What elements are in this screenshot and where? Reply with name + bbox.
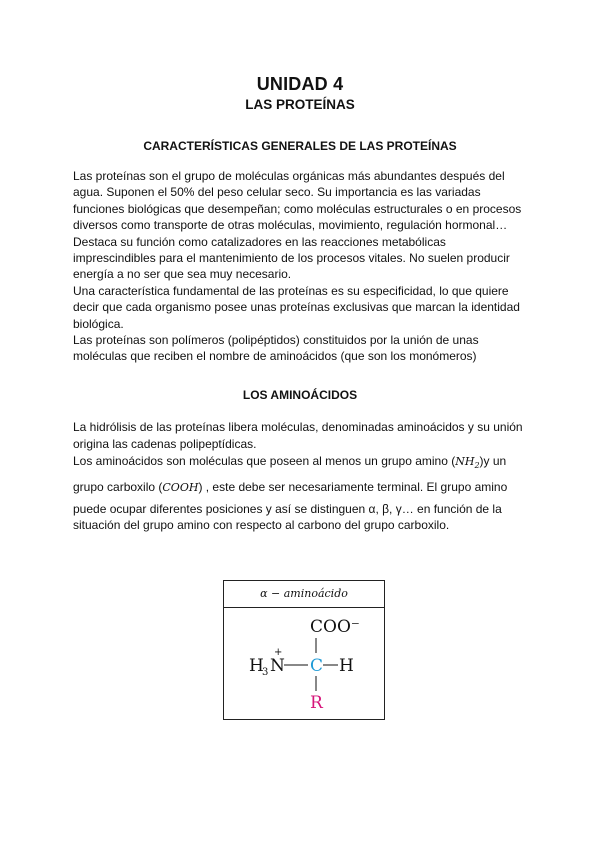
text-line: Las proteínas son el grupo de moléculas orgánicas más abundantes después del bbox=[73, 169, 505, 183]
cooh-formula: COOH bbox=[162, 480, 199, 494]
text-line: agua. Suponen el 50% del peso celular seco. Su importancia es las variadas bbox=[73, 185, 481, 200]
characteristics-text bbox=[73, 168, 535, 365]
text-line: funciones biológicas que desempeñan; como moléculas estructurales o en procesos bbox=[73, 201, 522, 216]
text-line: biológica. bbox=[73, 316, 124, 331]
text-line bbox=[73, 479, 535, 497]
aminoacids-text bbox=[73, 419, 535, 534]
amine-n: N bbox=[270, 656, 285, 676]
alpha-carbon: C bbox=[310, 656, 324, 676]
text-line: Una característica fundamental de las proteínas es su especificidad, lo que quiere bbox=[73, 283, 509, 298]
section-heading-aminoacids: LOS AMINOÁCIDOS bbox=[242, 388, 358, 402]
amine-h: H bbox=[249, 656, 264, 676]
amine-subscript: 3 bbox=[262, 667, 269, 678]
text-line: Las proteínas son polímeros (polipéptidos) constituidos por la unión de unas bbox=[73, 333, 479, 348]
positive-charge: + bbox=[274, 647, 283, 658]
text-line: diversos como transporte de otras moléculas, movimiento, regulación hormonal… bbox=[73, 218, 508, 233]
hydrogen: H bbox=[339, 656, 354, 676]
text-line: situación del grupo amino con respecto al carbono del grupo carboxilo. bbox=[73, 518, 450, 533]
carboxyl-group: COO⁻ bbox=[310, 617, 360, 637]
text-line: imprescindibles para el mantenimiento de los procesos vitales. No suelen producir bbox=[73, 251, 510, 266]
text-line bbox=[73, 453, 535, 475]
nh2-base: NH bbox=[455, 455, 475, 469]
text-line: moléculas que reciben el nombre de aminoácidos (que son los monómeros) bbox=[73, 349, 477, 364]
unit-subtitle: LAS PROTEÍNAS bbox=[245, 97, 355, 112]
text-line: puede ocupar diferentes posiciones y así se distinguen α, β, γ… en función de la bbox=[73, 501, 502, 516]
nh2-formula bbox=[455, 455, 480, 471]
nh2-subscript: 2 bbox=[474, 461, 480, 471]
aminoacid-structure-diagram bbox=[224, 607, 383, 719]
text-fragment: grupo carboxilo ( bbox=[73, 479, 163, 494]
unit-title: UNIDAD 4 bbox=[256, 74, 344, 94]
text-line: La hidrólisis de las proteínas libera moléculas, denominadas aminoácidos y su unión bbox=[73, 420, 523, 434]
r-group: R bbox=[310, 693, 323, 713]
section-heading-characteristics: CARACTERÍSTICAS GENERALES DE LAS PROTEÍNAS bbox=[143, 139, 457, 153]
alpha-aminoacid-figure bbox=[223, 580, 385, 720]
text-fragment: ) , este debe ser necesariamente terminal. El grupo amino bbox=[198, 479, 508, 494]
text-fragment: )y un bbox=[479, 454, 507, 469]
text-line: origina las cadenas polipeptídicas. bbox=[73, 436, 257, 451]
text-line: decir que cada organismo posee unas proteínas exclusivas que marcan la identidad bbox=[73, 300, 520, 315]
text-line: energía a no ser que sea muy necesario. bbox=[73, 267, 292, 282]
figure-caption: α − aminoácido bbox=[224, 581, 384, 608]
text-fragment: Los aminoácidos son moléculas que poseen al menos un grupo amino ( bbox=[73, 454, 456, 469]
text-line: Destaca su función como catalizadores en las reacciones metabólicas bbox=[73, 234, 446, 249]
